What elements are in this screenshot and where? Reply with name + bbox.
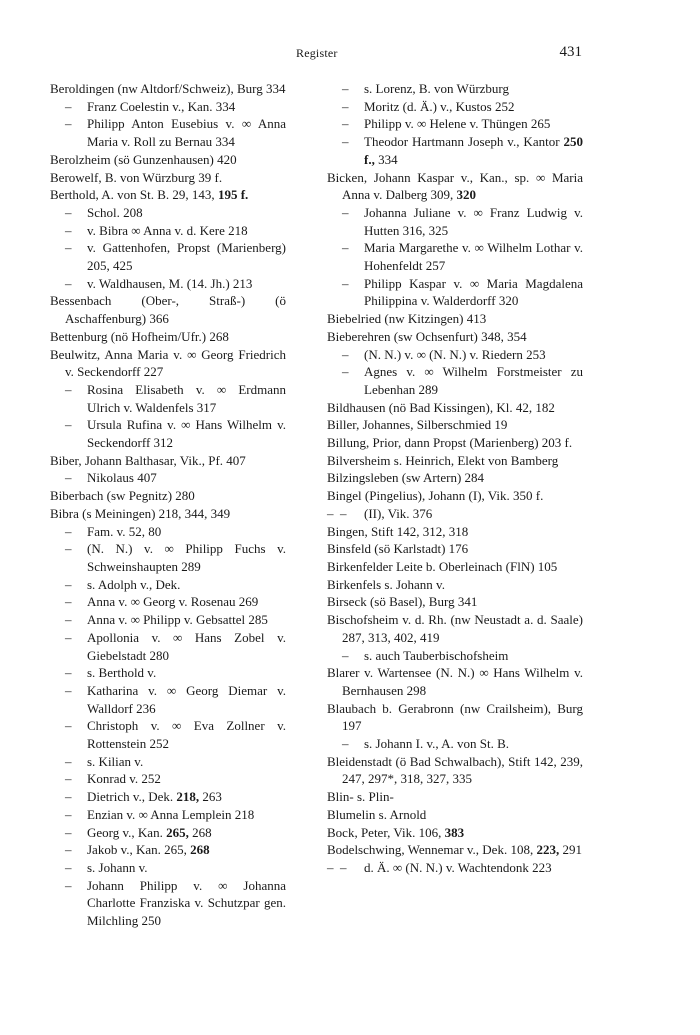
dash-marker: – [65, 240, 72, 256]
index-subentry [50, 753, 286, 771]
entry-text: (II), Vik. 376 [364, 505, 433, 521]
entry-text: Bilzingsleben (sw Artern) 284 [327, 470, 485, 486]
index-subentry [50, 593, 286, 611]
entry-bold-page: 195 f. [217, 187, 249, 203]
dash-marker: – [65, 665, 72, 681]
entry-bold-page: 383 [444, 824, 465, 840]
dash-marker: – [342, 240, 349, 256]
entry-text: Bingen, Stift 142, 312, 318 [327, 523, 469, 539]
index-subentry [50, 523, 286, 541]
entry-text: Biebelried (nw Kitzingen) 413 [327, 311, 487, 327]
entry-text: Philipp Anton Eusebius v. ∞ Anna Maria v. Roll zu Bernau 334 [87, 116, 286, 150]
index-entry [327, 824, 583, 842]
entry-text: v. Waldhausen, M. (14. Jh.) 213 [87, 275, 253, 291]
entry-text: Bibra (s Meiningen) 218, 344, 349 [50, 505, 231, 521]
index-subentry [50, 239, 286, 274]
dash-marker: – [65, 718, 72, 734]
index-column-left [50, 80, 286, 930]
entry-text: Georg v., Kan. [87, 824, 167, 840]
dash-marker: – [342, 134, 349, 150]
dash-marker: – [65, 877, 72, 893]
entry-text-after: 263 [199, 789, 222, 805]
entry-bold-page: 250 f., [364, 134, 583, 167]
entry-text: v. Gattenhofen, Propst (Marienberg) 205, 425 [87, 240, 286, 274]
index-entry [327, 841, 583, 859]
index-entry [327, 487, 583, 505]
entry-text: Theodor Hartmann Joseph v., Kantor [364, 134, 564, 150]
index-subentry [327, 80, 583, 98]
entry-text: (N. N.) v. ∞ Philipp Fuchs v. Schweinshaupten 289 [87, 541, 286, 574]
entry-text: Agnes v. ∞ Wilhelm Forstmeister zu Lebenhan 289 [364, 364, 583, 397]
dash-marker: – [342, 346, 349, 362]
index-entry [327, 416, 583, 434]
index-entry [327, 452, 583, 470]
index-subentry [50, 204, 286, 222]
dash-marker: – [342, 736, 349, 752]
index-entry [50, 487, 286, 505]
index-subentry [327, 115, 583, 133]
entry-text: Jakob v., Kan. 265, [87, 842, 191, 858]
entry-bold-page: 268 [190, 842, 210, 858]
index-entry [327, 593, 583, 611]
index-subentry [50, 770, 286, 788]
entry-text: s. Johann v. [87, 859, 148, 875]
entry-text-after: 334 [374, 151, 398, 167]
entry-bold-page: 320 [456, 187, 476, 203]
dash-marker: – [342, 275, 349, 291]
entry-text: Bettenburg (nö Hofheim/Ufr.) 268 [50, 328, 229, 344]
index-subentry [50, 469, 286, 487]
dash-marker: – [65, 842, 72, 858]
index-subentry [50, 841, 286, 859]
index-entry [327, 576, 583, 594]
index-entry [327, 328, 583, 346]
page-header [0, 44, 700, 64]
entry-text: Berolzheim (sö Gunzenhausen) 420 [50, 151, 237, 167]
entry-text: Birseck (sö Basel), Burg 341 [327, 594, 478, 610]
index-subentry [50, 222, 286, 240]
index-subentry [327, 363, 583, 398]
index-subentry [50, 824, 286, 842]
entry-text-after: 268 [188, 824, 212, 840]
index-entry [50, 80, 286, 98]
entry-text: v. Bibra ∞ Anna v. d. Kere 218 [87, 222, 248, 238]
entry-text: s. Kilian v. [87, 753, 144, 769]
entry-text: Christoph v. ∞ Eva Zollner v. Rottenstein 252 [87, 718, 286, 752]
dash-marker: – [65, 417, 72, 433]
index-entry [327, 540, 583, 558]
dash-marker: – [65, 98, 72, 114]
index-entry [327, 169, 583, 204]
dash-marker: – [65, 789, 72, 805]
entry-text: Konrad v. 252 [87, 771, 161, 787]
entry-text: Fam. v. 52, 80 [87, 523, 162, 539]
index-subentry [327, 204, 583, 239]
index-subentry [50, 540, 286, 575]
entry-text: Maria Margarethe v. ∞ Wilhelm Lothar v. Hohenfeldt 257 [364, 240, 583, 274]
entry-text-after: 291 [559, 842, 582, 858]
dash-marker: – [65, 275, 72, 291]
dash-marker: – [65, 806, 72, 822]
entry-text: Johann Philipp v. ∞ Johanna Charlotte Franziska v. Schutzpar gen. Milchling 250 [87, 877, 286, 929]
dash-marker: – [65, 753, 72, 769]
entry-text: Binsfeld (sö Karlstadt) 176 [327, 541, 469, 557]
entry-text: Birkenfels s. Johann v. [327, 576, 445, 592]
dash-marker: – [65, 381, 72, 397]
index-entry [327, 558, 583, 576]
entry-text: Bessenbach (Ober-, Straß-) (ö Aschaffenburg) 366 [50, 293, 286, 327]
dash-marker: – [342, 98, 349, 114]
index-entry [327, 788, 583, 806]
entry-text: Enzian v. ∞ Anna Lemplein 218 [87, 806, 255, 822]
entry-text: Philipp v. ∞ Helene v. Thüngen 265 [364, 116, 551, 132]
entry-text: s. Adolph v., Dek. [87, 576, 181, 592]
entry-text: Biber, Johann Balthasar, Vik., Pf. 407 [50, 452, 246, 468]
entry-text: Moritz (d. Ä.) v., Kustos 252 [364, 98, 515, 114]
entry-text: Anna v. ∞ Georg v. Rosenau 269 [87, 594, 259, 610]
dash-marker: – [65, 523, 72, 539]
entry-text: Ursula Rufina v. ∞ Hans Wilhelm v. Seckendorff 312 [87, 417, 286, 451]
index-subentry [327, 239, 583, 274]
index-subentry [50, 877, 286, 930]
entry-text: Anna v. ∞ Philipp v. Gebsattel 285 [87, 612, 268, 628]
entry-text: d. Ä. ∞ (N. N.) v. Wachtendonk 223 [364, 859, 552, 875]
entry-text: Biller, Johannes, Silberschmied 19 [327, 417, 508, 433]
entry-text: Dietrich v., Dek. [87, 789, 177, 805]
entry-text: Biberbach (sw Pegnitz) 280 [50, 488, 195, 504]
index-entry [327, 753, 583, 788]
entry-text: Bingel (Pingelius), Johann (I), Vik. 350 f. [327, 488, 544, 504]
entry-text: Birkenfelder Leite b. Oberleinach (FlN) 105 [327, 558, 558, 574]
index-subentry [327, 133, 583, 168]
dash-marker: – [342, 204, 349, 220]
entry-text: Bock, Peter, Vik. 106, [327, 824, 445, 840]
double-dash-marker: – – [327, 505, 347, 521]
entry-text: Blaubach b. Gerabronn (nw Crailsheim), Burg 197 [327, 700, 583, 734]
dash-marker: – [342, 647, 349, 663]
dash-marker: – [65, 116, 72, 132]
index-subentry [50, 629, 286, 664]
entry-text: s. Berthold v. [87, 665, 157, 681]
index-subentry [327, 647, 583, 665]
index-entry [327, 469, 583, 487]
index-entry [50, 328, 286, 346]
index-subentry [327, 859, 583, 877]
index-entry [50, 346, 286, 381]
dash-marker: – [342, 116, 349, 132]
entry-text: Berowelf, B. von Würzburg 39 f. [50, 169, 223, 185]
dash-marker: – [65, 576, 72, 592]
index-entry [327, 611, 583, 646]
entry-text: Billung, Prior, dann Propst (Marienberg) 203 f. [327, 435, 573, 451]
entry-text: Blarer v. Wartensee (N. N.) ∞ Hans Wilhelm v. Bernhausen 298 [327, 665, 583, 698]
index-entry [50, 169, 286, 187]
entry-text: Blin- s. Plin- [327, 789, 394, 805]
page-number: 431 [559, 44, 582, 60]
index-entry [50, 505, 286, 523]
index-subentry [50, 788, 286, 806]
index-entry [327, 523, 583, 541]
entry-text: Bodelschwing, Wennemar v., Dek. 108, [327, 842, 537, 858]
index-entry [50, 292, 286, 327]
entry-text: Blumelin s. Arnold [327, 806, 427, 822]
index-entry [327, 664, 583, 699]
index-column-right [327, 80, 583, 877]
index-entry [327, 434, 583, 452]
index-entry [50, 151, 286, 169]
entry-text: Schol. 208 [87, 204, 143, 220]
entry-text: Bilversheim s. Heinrich, Elekt von Bamberg [327, 452, 559, 468]
index-subentry [50, 859, 286, 877]
entry-text: Katharina v. ∞ Georg Diemar v. Walldorf 236 [87, 682, 286, 716]
entry-text: Beulwitz, Anna Maria v. ∞ Georg Friedrich v. Seckendorff 227 [50, 346, 286, 380]
entry-text: Bleidenstadt (ö Bad Schwalbach), Stift 142, 239, 247, 297*, 318, 327, 335 [327, 753, 583, 787]
entry-text: s. Johann I. v., A. von St. B. [364, 736, 510, 752]
index-entry [50, 186, 286, 204]
entry-text: Bieberehren (sw Ochsenfurt) 348, 354 [327, 328, 527, 344]
dash-marker: – [65, 859, 72, 875]
dash-marker: – [65, 612, 72, 628]
index-entry [327, 399, 583, 417]
dash-marker: – [65, 824, 72, 840]
dash-marker: – [65, 594, 72, 610]
dash-marker: – [65, 222, 72, 238]
entry-text: Nikolaus 407 [87, 470, 157, 486]
index-subentry [50, 275, 286, 293]
index-subentry [327, 98, 583, 116]
entry-bold-page: 218, [176, 789, 200, 805]
entry-text: Bildhausen (nö Bad Kissingen), Kl. 42, 182 [327, 399, 555, 415]
entry-text: s. auch Tauberbischofsheim [364, 647, 509, 663]
index-subentry [50, 576, 286, 594]
index-subentry [327, 735, 583, 753]
entry-bold-page: 223, [536, 842, 560, 858]
index-subentry [50, 416, 286, 451]
entry-text: s. Lorenz, B. von Würzburg [364, 81, 510, 96]
index-entry [327, 310, 583, 328]
dash-marker: – [342, 81, 349, 96]
index-entry [327, 806, 583, 824]
entry-text: Berthold, A. von St. B. 29, 143, [50, 187, 218, 203]
entry-bold-page: 265, [166, 824, 189, 840]
entry-text: Franz Coelestin v., Kan. 334 [87, 98, 236, 114]
dash-marker: – [65, 204, 72, 220]
entry-text: Apollonia v. ∞ Hans Zobel v. Giebelstadt 280 [87, 629, 286, 663]
entry-text: (N. N.) v. ∞ (N. N.) v. Riedern 253 [364, 346, 546, 362]
index-subentry [327, 346, 583, 364]
index-subentry [50, 381, 286, 416]
index-subentry [50, 115, 286, 150]
dash-marker: – [65, 470, 72, 486]
running-head: Register [296, 46, 338, 60]
entry-text: Beroldingen (nw Altdorf/Schweiz), Burg 334 [50, 81, 286, 96]
dash-marker: – [65, 682, 72, 698]
double-dash-marker: – – [327, 859, 347, 875]
dash-marker: – [65, 629, 72, 645]
index-subentry [50, 682, 286, 717]
index-entry [327, 700, 583, 735]
dash-marker: – [65, 541, 72, 557]
index-subentry [50, 717, 286, 752]
index-subentry [50, 664, 286, 682]
index-subentry [50, 98, 286, 116]
entry-text: Bicken, Johann Kaspar v., Kan., sp. ∞ Maria Anna v. Dalberg 309, [327, 169, 583, 203]
index-subentry [327, 275, 583, 310]
dash-marker: – [342, 364, 349, 380]
index-entry [50, 452, 286, 470]
entry-text: Philipp Kaspar v. ∞ Maria Magdalena Philippina v. Walderdorff 320 [364, 275, 583, 309]
entry-text: Johanna Juliane v. ∞ Franz Ludwig v. Hutten 316, 325 [364, 204, 583, 238]
index-subentry [327, 505, 583, 523]
entry-text: Rosina Elisabeth v. ∞ Erdmann Ulrich v. Waldenfels 317 [87, 381, 286, 415]
entry-text: Bischofsheim v. d. Rh. (nw Neustadt a. d. Saale) 287, 313, 402, 419 [327, 612, 583, 645]
index-subentry [50, 611, 286, 629]
dash-marker: – [65, 771, 72, 787]
index-subentry [50, 806, 286, 824]
